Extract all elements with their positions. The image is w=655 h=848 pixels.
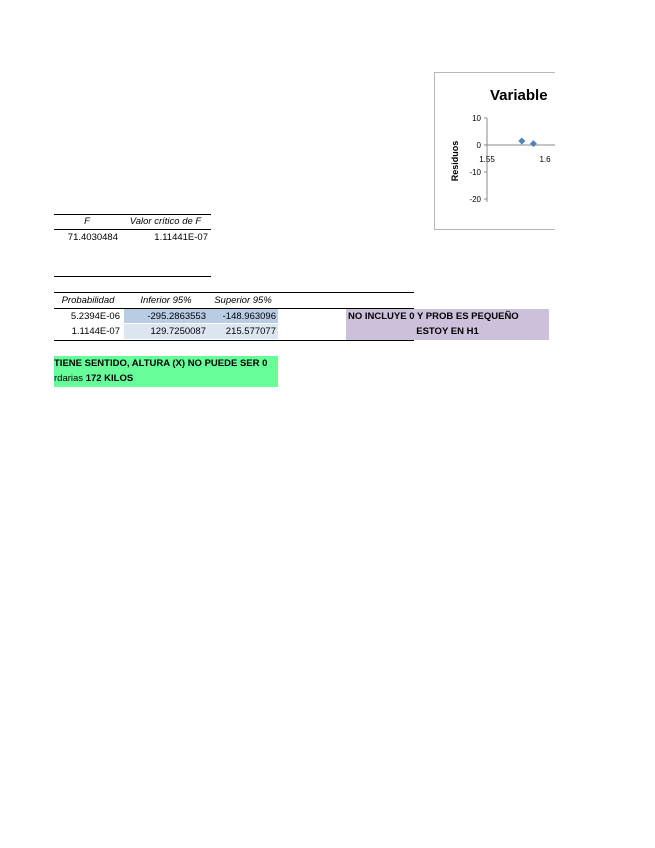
anova-header-critical-f: Valor crítico de F — [129, 216, 202, 227]
coef-bottom-rule — [54, 340, 414, 341]
coef-row2-superior: 215.577077 — [225, 326, 276, 337]
green-note-line1: TIENE SENTIDO, ALTURA (X) NO PUEDE SER 0 — [54, 358, 268, 369]
coef-row1-inferior: -295.2863553 — [147, 311, 206, 322]
coef-header-probabilidad: Probabilidad — [61, 295, 115, 306]
anova-value-critical-f: 1.11441E-07 — [154, 232, 208, 243]
anova-bottom-rule — [54, 276, 211, 277]
coef-row1-probabilidad: 5.2394E-06 — [70, 311, 120, 322]
anova-header-rule — [54, 229, 211, 230]
residuals-chart-svg — [435, 73, 555, 229]
purple-note-line1: NO INCLUYE 0 Y PROB ES PEQUEÑO — [348, 311, 519, 322]
chart-y-tick-label: -20 — [469, 195, 481, 204]
anova-header-f: F — [84, 216, 90, 227]
residuals-chart — [434, 72, 555, 230]
chart-y-axis-label: Residuos — [450, 140, 460, 182]
chart-data-point — [530, 140, 537, 147]
chart-y-tick-label: 10 — [472, 114, 481, 123]
coef-row2-probabilidad: 1.1144E-07 — [71, 326, 120, 337]
coef-row2-inferior: 129.7250087 — [150, 326, 206, 337]
chart-y-tick-label: -10 — [469, 168, 481, 177]
coef-top-rule — [54, 292, 414, 293]
coef-row1-superior: -148.963096 — [222, 311, 276, 322]
chart-x-tick-label: 1.6 — [539, 155, 551, 164]
green-note-prefix: rdarias — [54, 373, 86, 384]
chart-title: Variable — [490, 87, 548, 104]
green-note-line2 — [54, 373, 133, 385]
chart-data-point — [518, 137, 525, 144]
anova-value-f: 71.4030484 — [67, 232, 118, 243]
green-note-highlight: 172 KILOS — [85, 373, 134, 384]
purple-note-line2: ESTOY EN H1 — [416, 326, 479, 337]
coef-header-inferior: Inferior 95% — [140, 295, 192, 306]
chart-y-tick-label: 0 — [476, 141, 481, 150]
chart-x-tick-label: 1.55 — [479, 155, 495, 164]
coef-header-superior: Superior 95% — [214, 295, 272, 306]
anova-top-rule — [54, 214, 211, 215]
